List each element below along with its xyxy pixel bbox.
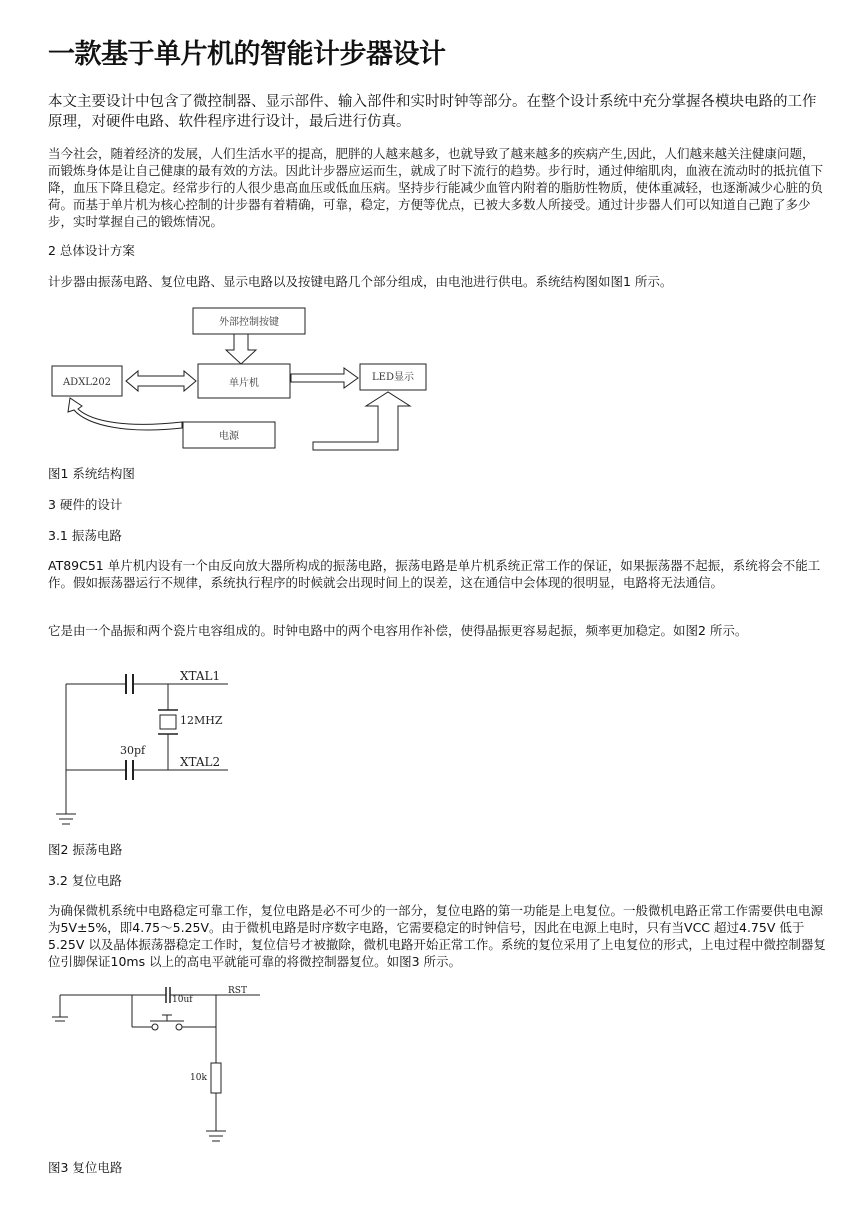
section-3-1-heading: 3.1 振荡电路 — [48, 528, 122, 543]
xtal2-label: XTAL2 — [180, 755, 221, 769]
rst-label: RST — [228, 986, 247, 996]
figure-1-caption: 图1 系统结构图 — [48, 466, 135, 481]
mcu-label: 单片机 — [229, 378, 259, 389]
system-block-diagram — [48, 306, 428, 456]
lead-paragraph: 本文主要设计中包含了微控制器、显示部件、输入部件和实时时钟等部分。在整个设计系统中充分掌握各模块电路的工作原理，对硬件电路、软件程序进行设计，最后进行仿真。 — [48, 94, 817, 130]
section-3-2-paragraph: 为确保微机系统中电路稳定可靠工作，复位电路是必不可少的一部分，复位电路的第一功能是上电复位。一般微机电路正常工作需要供电电源为5V±5%，即4.75～5.25V。由于微机电路是时序数字电路，它需要稳定的时钟信号，因此在电源上电时，只有当VCC 超过4.75V 低于5.25V 以及晶体振荡器稳定工作时，复位信号才被撤除，微机电路开始正常工作。系统的复位采用了上电复位的形式，上电过程中微控制器复位引脚保证10ms 以上的高电平就能可靠的将微控制器复位。如图3 所示。 — [48, 903, 826, 969]
down-arrow-icon — [226, 334, 256, 364]
crystal-label: 12MHZ — [180, 714, 223, 727]
page-title: 一款基于单片机的智能计步器设计 — [48, 39, 446, 70]
resistor-icon — [211, 1063, 221, 1093]
crystal-icon — [160, 715, 176, 729]
xtal1-label: XTAL1 — [180, 669, 221, 683]
figure-2-caption: 图2 振荡电路 — [48, 842, 123, 857]
sensor-label: ADXL202 — [62, 377, 112, 388]
display-label: LED显示 — [372, 372, 414, 383]
section-3-heading: 3 硬件的设计 — [48, 497, 123, 512]
intro-paragraph: 当今社会，随着经济的发展，人们生活水平的提高，肥胖的人越来越多，也就导致了越来越多的疾病产生,因此，人们越来越关注健康问题，而锻炼身体是让自己健康的最有效的方法。因此计步器应运而生，就成了时下流行的趋势。步行时，通过伸缩肌肉，血液在流动时的抵抗值下降，血压下降且稳定。经常步行的人很少患高血压或低血压病。坚持步行能减少血管内附着的脂肪性物质，使体重减轻，也逐渐减少心脏的负荷。而基于单片机为核心控制的计步器有着精确，可靠，稳定，方便等优点，已被大多数人所接受。通过计步器人们可以知道自己跑了多少步，实时掌握自己的锻炼情况。 — [48, 146, 824, 229]
section-2-heading: 2 总体设计方案 — [48, 243, 135, 258]
reset-circuit-diagram — [48, 983, 268, 1148]
resistor-label: 10k — [190, 1073, 207, 1083]
up-arrow-icon — [313, 392, 410, 450]
oscillator-circuit-diagram — [48, 664, 238, 834]
section-3-2-heading: 3.2 复位电路 — [48, 873, 122, 888]
capacitor-label: 30pf — [120, 744, 146, 757]
external-keys-label: 外部控制按键 — [219, 317, 279, 328]
section-3-1-paragraph-2: 它是由一个晶振和两个瓷片电容组成的。时钟电路中的两个电容用作补偿，使得晶振更容易起振，频率更加稳定。如图2 所示。 — [48, 623, 748, 638]
double-arrow-icon — [126, 371, 196, 391]
section-2-paragraph: 计步器由振荡电路、复位电路、显示电路以及按键电路几个部分组成，由电池进行供电。系统结构图如图1 所示。 — [48, 274, 673, 289]
figure-3-caption: 图3 复位电路 — [48, 1160, 123, 1175]
section-3-1-paragraph-1: AT89C51 单片机内设有一个由反向放大器所构成的振荡电路，振荡电路是单片机系统正常工作的保证，如果振荡器不起振，系统将会不能工作。假如振荡器运行不规律，系统执行程序的时候就会出现时间上的误差，这在通信中会体现的很明显，电路将无法通信。 — [48, 558, 821, 590]
capacitor-10uf-label: 10uf — [172, 995, 193, 1005]
right-arrow-icon — [291, 368, 358, 388]
power-label: 电源 — [219, 431, 239, 442]
curved-arrow-icon — [68, 398, 182, 430]
